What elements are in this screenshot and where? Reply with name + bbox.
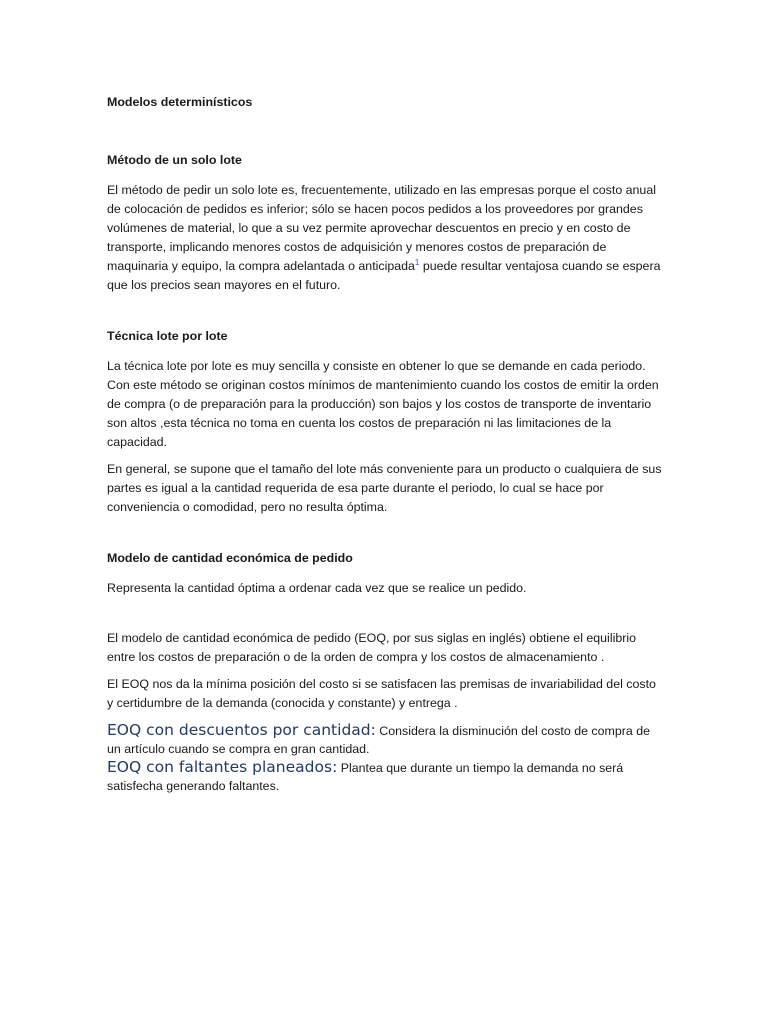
eoq-variant-separator: : (370, 721, 376, 739)
paragraph-lot-size-general: En general, se supone que el tamaño del lote más conveniente para un producto o cualquiera de sus partes es igual a la cantidad requerida de esa parte durante el periodo, lo cual se hace por conveniencia o comodidad, pero no resulta óptima. (107, 462, 662, 514)
paragraph-text: puede resultar ventajosa cuando se espera que los precios sean mayores en el futuro. (107, 259, 661, 292)
section-heading-eoq: Modelo de cantidad económica de pedido (107, 551, 353, 565)
paragraph-single-lot (107, 181, 663, 295)
document-body (107, 93, 663, 795)
paragraph-lot-for-lot: La técnica lote por lote es muy sencilla y consiste en obtener lo que se demande en cada periodo. Con este método se originan costos mínimos de mantenimiento cuando los costos de emitir la orden de compra (o de preparación para la producción) son bajos y los costos de transporte de inventario son altos ,esta técnica no toma en cuenta los costos de preparación ni las limitaciones de la capacidad. (107, 359, 659, 449)
document-title: Modelos determinísticos (107, 95, 253, 109)
paragraph-eoq-model: El modelo de cantidad económica de pedido (EOQ, por sus siglas en inglés) obtiene el equilibrio entre los costos de preparación o de la orden de compra y los costos de almacenamiento . (107, 631, 636, 664)
paragraph-eoq-definition: Representa la cantidad óptima a ordenar cada vez que se realice un pedido. (107, 581, 527, 595)
section-heading-single-lot: Método de un solo lote (107, 153, 242, 167)
eoq-variant-separator: : (332, 758, 338, 776)
section-heading-lot-for-lot: Técnica lote por lote (107, 329, 228, 343)
eoq-variant-label: EOQ con faltantes planeados (107, 758, 333, 776)
eoq-variant-text: Plantea que durante un tiempo la demanda no será satisfecha generando faltantes. (107, 761, 624, 793)
eoq-variant-label: EOQ con descuentos por cantidad (107, 721, 371, 739)
footnote-link[interactable]: 1 (414, 257, 420, 267)
eoq-variant-planned-shortages (107, 758, 663, 795)
eoq-variants (107, 721, 663, 795)
eoq-variant-quantity-discounts (107, 721, 663, 758)
paragraph-text: El método de pedir un solo lote es, frecuentemente, utilizado en las empresas porque el costo anual de colocación de pedidos es inferior; sólo se hacen pocos pedidos a los proveedores por grandes volúmenes de material, lo que a su vez permite aprovechar descuentos en precio y en costo de transporte, implicando menores costos de adquisición y menores costos de preparación de maquinaria y equipo, la compra adelantada o anticipada (107, 183, 656, 273)
paragraph-eoq-premises: El EOQ nos da la mínima posición del costo si se satisfacen las premisas de invariabilidad del costo y certidumbre de la demanda (conocida y constante) y entrega . (107, 677, 656, 710)
eoq-variant-text: Considera la disminución del costo de compra de un artículo cuando se compra en gran cantidad. (107, 724, 650, 756)
